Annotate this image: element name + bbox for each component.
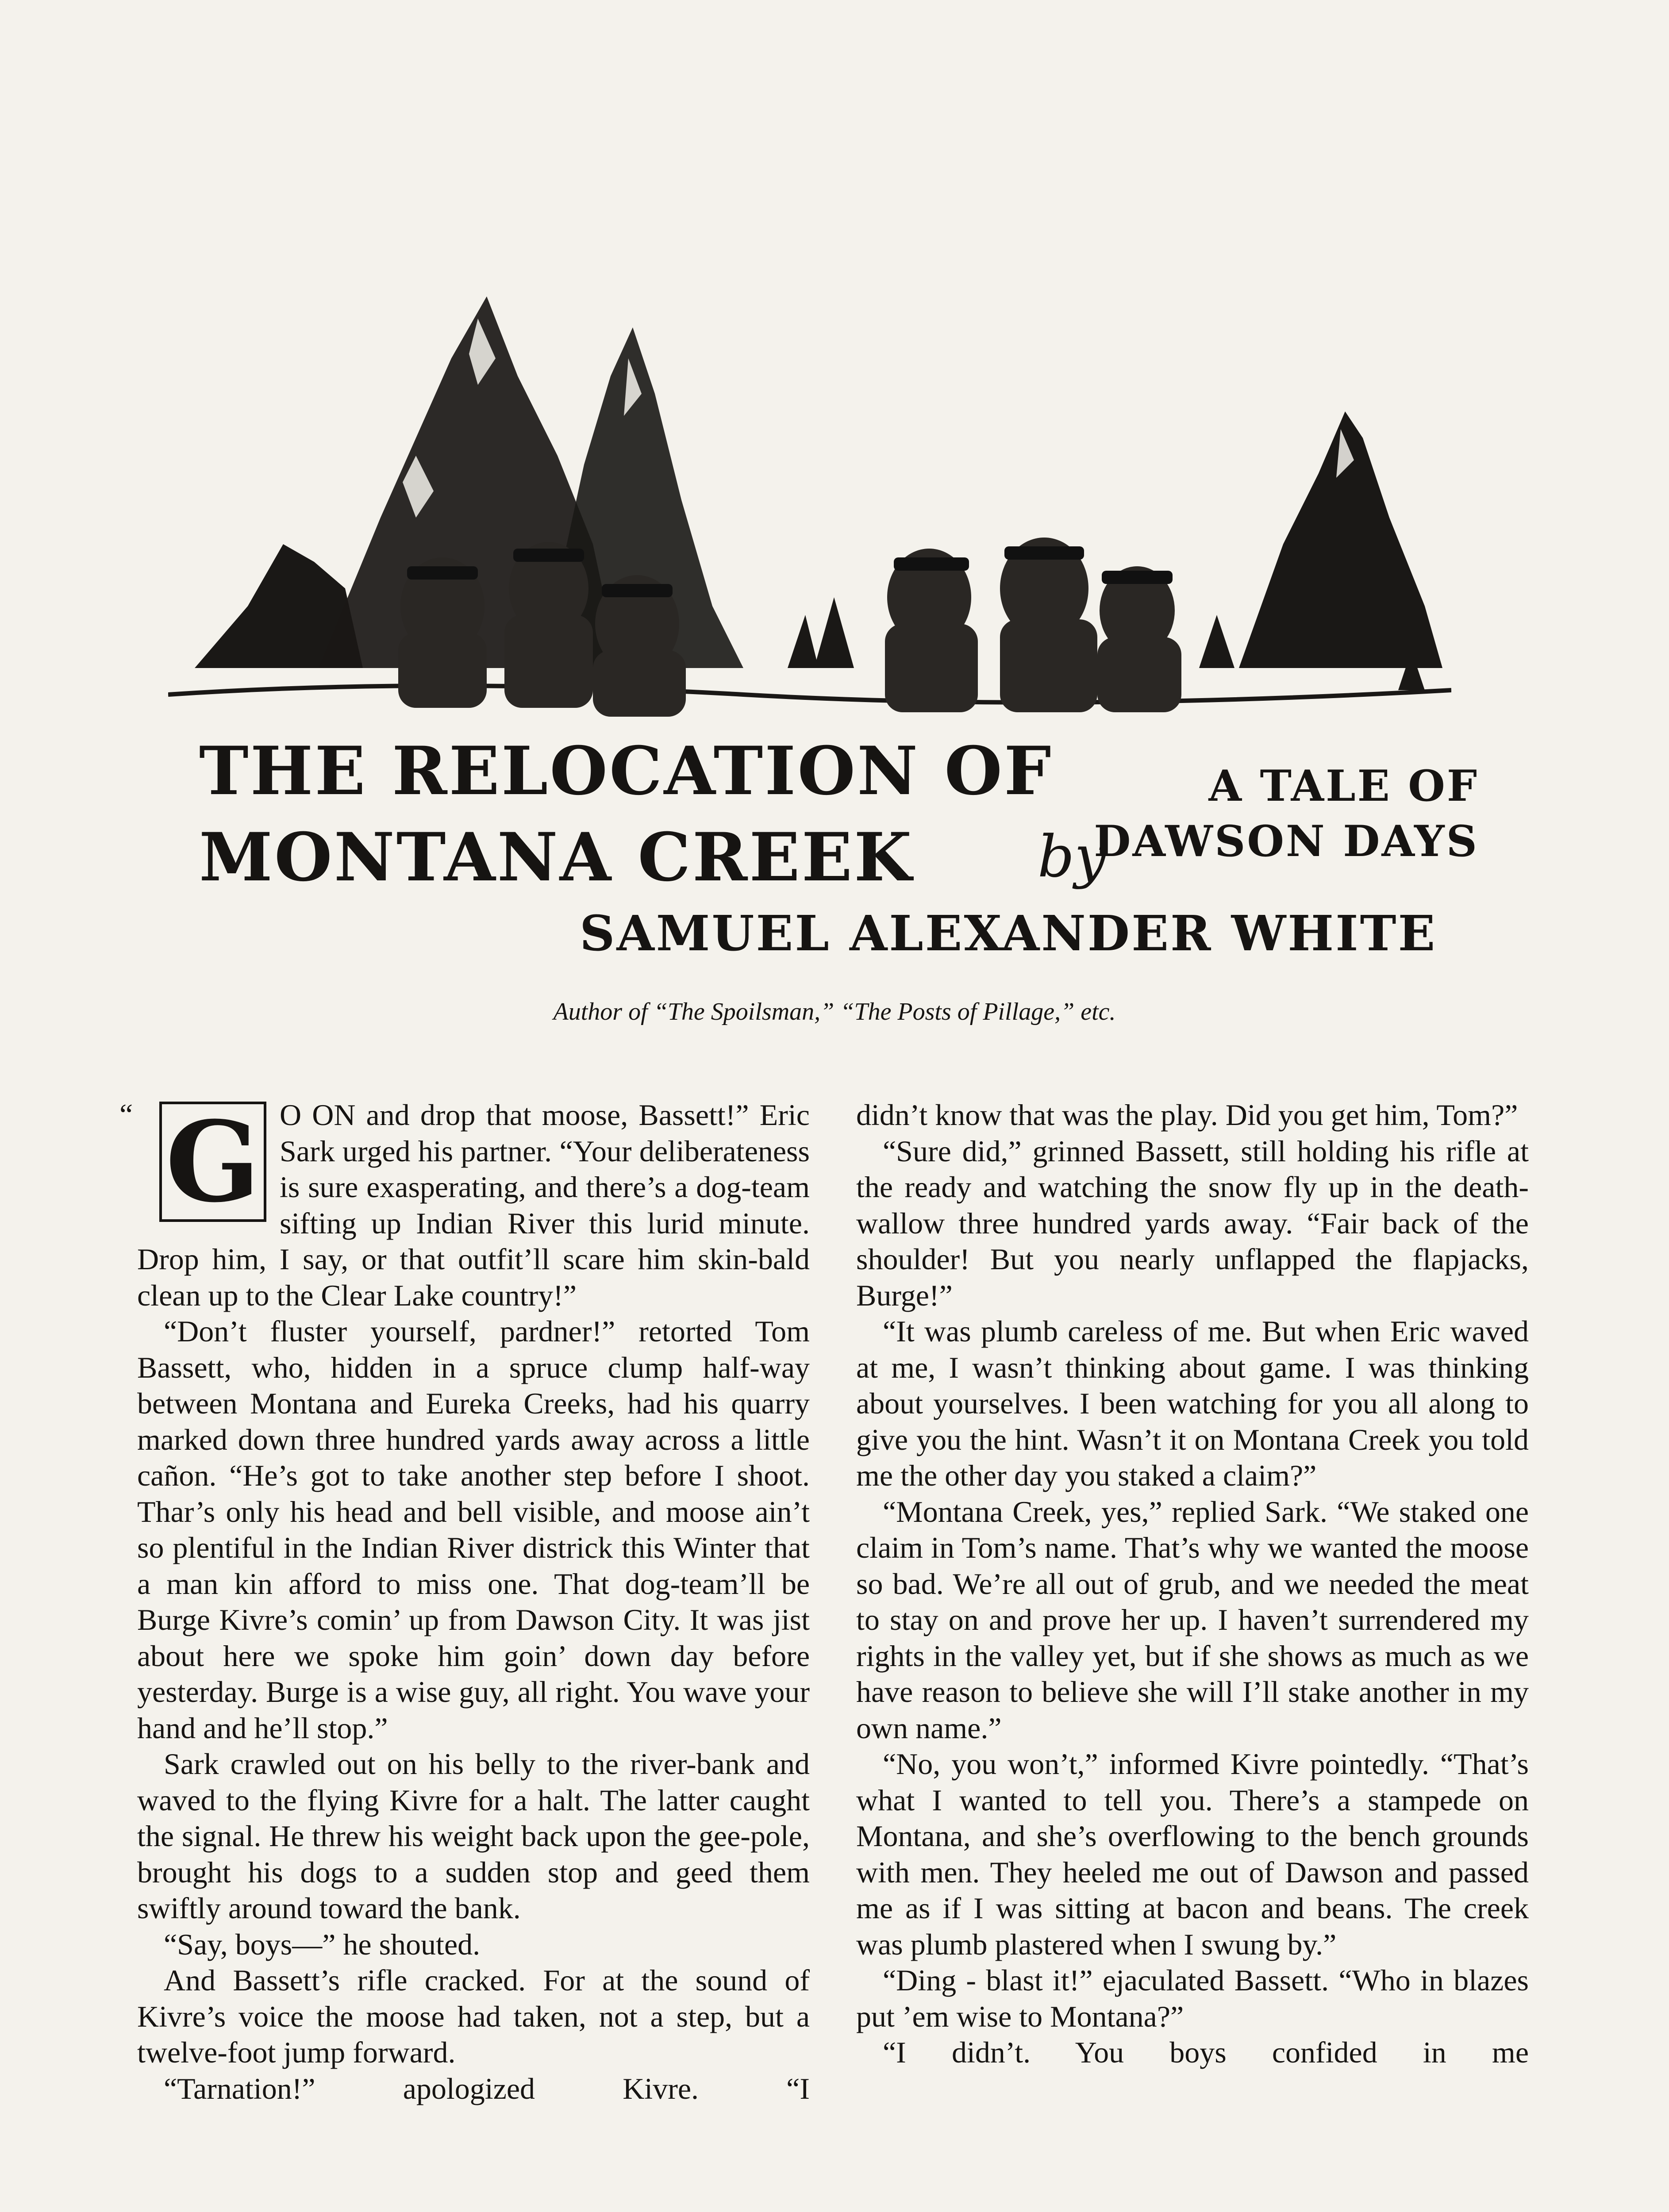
subtitle-line-1: A TALE OF (1208, 761, 1479, 811)
right-column (856, 1097, 1529, 2071)
dropcap-letter: G (159, 1102, 266, 1222)
paragraph: “Don’t fluster yourself, pardner!” retorted Tom Bassett, who, hidden in a spruce clump half-way between Montana and Eureka Creeks, had his quarry marked down three hundred yards away across a little cañon. “He’s got to take another step before I shoot. Thar’s only his head and bell visible, and moose ain’t so plentiful in the Indian River districk this Winter that a man kin afford to miss one. That dog-team’ll be Burge Kivre’s comin’ up from Dawson City. It was jist about here we spoke him goin’ down day before yesterday. Burge is a wise guy, all right. You wave your hand and he’ll stop.” (137, 1314, 810, 1745)
paragraph: didn’t know that was the play. Did you get him, Tom?” (856, 1098, 1518, 1132)
left-column (137, 1097, 810, 2107)
title-line-2: MONTANA CREEK (199, 818, 914, 896)
paragraph: “Tarnation!” apologized Kivre. “I (164, 2071, 810, 2105)
paragraph: “Sure did,” grinned Bassett, still holding his rifle at the ready and watching the snow fly up in the death-wallow three hundred yards away. “Fair back of the shoulder! But you nearly unflapped the flapjacks, Burge!” (856, 1134, 1529, 1312)
title-line-1: THE RELOCATION OF (199, 732, 1053, 810)
paragraph: “No, you won’t,” informed Kivre pointedly. “That’s what I wanted to tell you. There’s a stampede on Montana, and she’s overflowing to the bench grounds with men. They heeled me out of Dawson and passed me as if I was sitting at bacon and beans. The creek was plumb plastered when I swung by.” (856, 1747, 1529, 1961)
paragraph: “It was plumb careless of me. But when Eric waved at me, I wasn’t thinking about game. I was thinking about yourselves. I been watching for you all along to give you the hint. Wasn’t it on Montana Creek you told me the other day you staked a claim?” (856, 1314, 1529, 1492)
paragraph: And Bassett’s rifle cracked. For at the sound of Kivre’s voice the moose had taken, not a step, but a twelve-foot jump forward. (137, 1963, 810, 2069)
byline-note: Author of “The Spoilsman,” “The Posts of Pillage,” etc. (553, 998, 1116, 1025)
title-by: by (1038, 823, 1107, 890)
paragraph: “Say, boys—” he shouted. (164, 1927, 481, 1961)
paragraph: “Montana Creek, yes,” replied Sark. “We staked one claim in Tom’s name. That’s why we wanted the moose so bad. We’re all out of grub, and we needed the meat to stay on and prove her up. I haven’t surrendered my rights in the valley yet, but if she shows as much as we have reason to believe she will I’ll stake another in my own name.” (856, 1494, 1529, 1745)
paragraph: “Ding - blast it!” ejaculated Bassett. “Who in blazes put ’em wise to Montana?” (856, 1963, 1529, 2033)
paragraph: Sark crawled out on his belly to the river-bank and waved to the flying Kivre for a halt. The latter caught the signal. He threw his weight back upon the gee-pole, brought his dogs to a sudden stop and geed them swiftly around toward the bank. (137, 1747, 810, 1925)
author-name: SAMUEL ALEXANDER WHITE (580, 905, 1437, 962)
dropcap-quote: “ (119, 1098, 133, 1131)
paragraph: O ON and drop that moose, Bassett!” Eric Sark urged his partner. “Your deliberateness is sure exasperating, and there’s a dog-team sifting up Indian River this lurid minute. Drop him, I say, or that outfit’ll scare him skin-bald clean up to the Clear Lake country!” (137, 1098, 810, 1312)
subtitle-line-2: DAWSON DAYS (1094, 816, 1479, 866)
paragraph: “I didn’t. You boys confided in me (883, 2035, 1529, 2069)
header-illustration (168, 270, 1451, 730)
